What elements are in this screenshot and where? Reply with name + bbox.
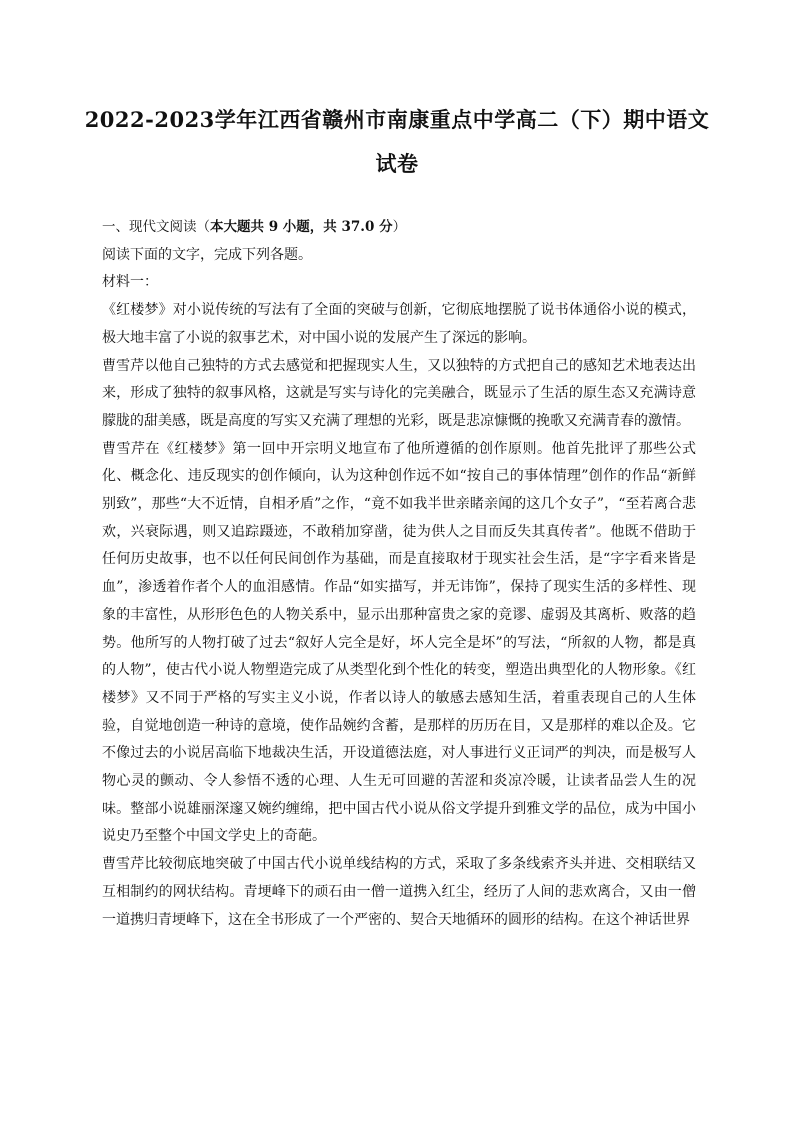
section-heading [102, 214, 696, 242]
section-heading-bold: 本大题共 9 小题，共 37.0 分 [210, 219, 393, 235]
paragraph: 曹雪芹比较彻底地突破了中国古代小说单线结构的方式，采取了多条线索齐头并进、交相联结又互相制约的网状结构。青埂峰下的顽石由一僧一道携入红尘，经历了人间的悲欢离合，又由一僧一道携归青埂峰下，这在全书形成了一个严密的、契合天地循环的圆形的结构。在这个神话世界 [102, 856, 696, 928]
title-line-1: 2022-2023学年江西省赣州市南康重点中学高二（下）期中语文 [84, 107, 710, 132]
title-line-2: 试卷 [375, 151, 419, 176]
material-label: 材料一： [102, 274, 158, 291]
paragraph: 曹雪芹以他自己独特的方式去感觉和把握现实人生，又以独特的方式把自己的感知艺术地表达出来，形成了独特的叙事风格，这就是写实与诗化的完美融合，既显示了生活的原生态又充满诗意朦胧的甜美感，既是高度的写实又充满了理想的光彩，既是悲凉慷慨的挽歌又充满青春的激情。 [102, 357, 696, 429]
document-title [60, 98, 734, 186]
paragraph: 曹雪芹在《红楼梦》第一回中开宗明义地宣布了他所遵循的创作原则。他首先批评了那些公式化、概念化、违反现实的创作倾向，认为这种创作远不如“按自己的事体情理”创作的作品“新鲜别致”，那些“大不近情，自相矛盾”之作，“竟不如我半世亲睹亲闻的这几个女子”，“至若离合悲欢，兴衰际遇，则又追踪蹑迹，不敢稍加穿凿，徒为供人之目而反失其真传者”。他既不借助于任何历史故事，也不以任何民间创作为基础，而是直接取材于现实社会生活，是“字字看来皆是血”，渗透着作者个人的血泪感情。作品“如实描写，并无讳饰”，保持了现实生活的多样性、现象的丰富性，从形形色色的人物关系中，显示出那种富贵之家的竞谬、虚弱及其离析、败落的趋势。他所写的人物打破了过去“叙好人完全是好，坏人完全是坏”的写法，“所叙的人物，都是真的人物”，使古代小说人物塑造完成了从类型化到个性化的转变，塑造出典型化的人物形象。《红楼梦》又不同于严格的写实主义小说，作者以诗人的敏感去感知生活，着重表现自己的人生体验，自觉地创造一种诗的意境，使作品婉约含蓄，是那样的历历在目，又是那样的难以企及。它不像过去的小说居高临下地裁决生活，开设道德法庭，对人事进行义正词严的判决，而是极写人物心灵的颤动、令人参悟不透的心理、人生无可回避的苦涩和炎凉冷暖，让读者品尝人生的况味。整部小说雄丽深邃又婉约缠绵，把中国古代小说从俗文学提升到雅文学的品位，成为中国小说史乃至整个中国文学史上的奇葩。 [102, 440, 696, 845]
section-heading-prefix: 一、现代文阅读（ [102, 219, 210, 235]
paragraph: 《红楼梦》对小说传统的写法有了全面的突破与创新，它彻底地摆脱了说书体通俗小说的模式，极大地丰富了小说的叙事艺术，对中国小说的发展产生了深远的影响。 [102, 302, 696, 346]
section-heading-suffix: ） [392, 219, 407, 235]
document-body [102, 214, 696, 934]
instruction-text: 阅读下面的文字，完成下列各题。 [102, 246, 312, 263]
